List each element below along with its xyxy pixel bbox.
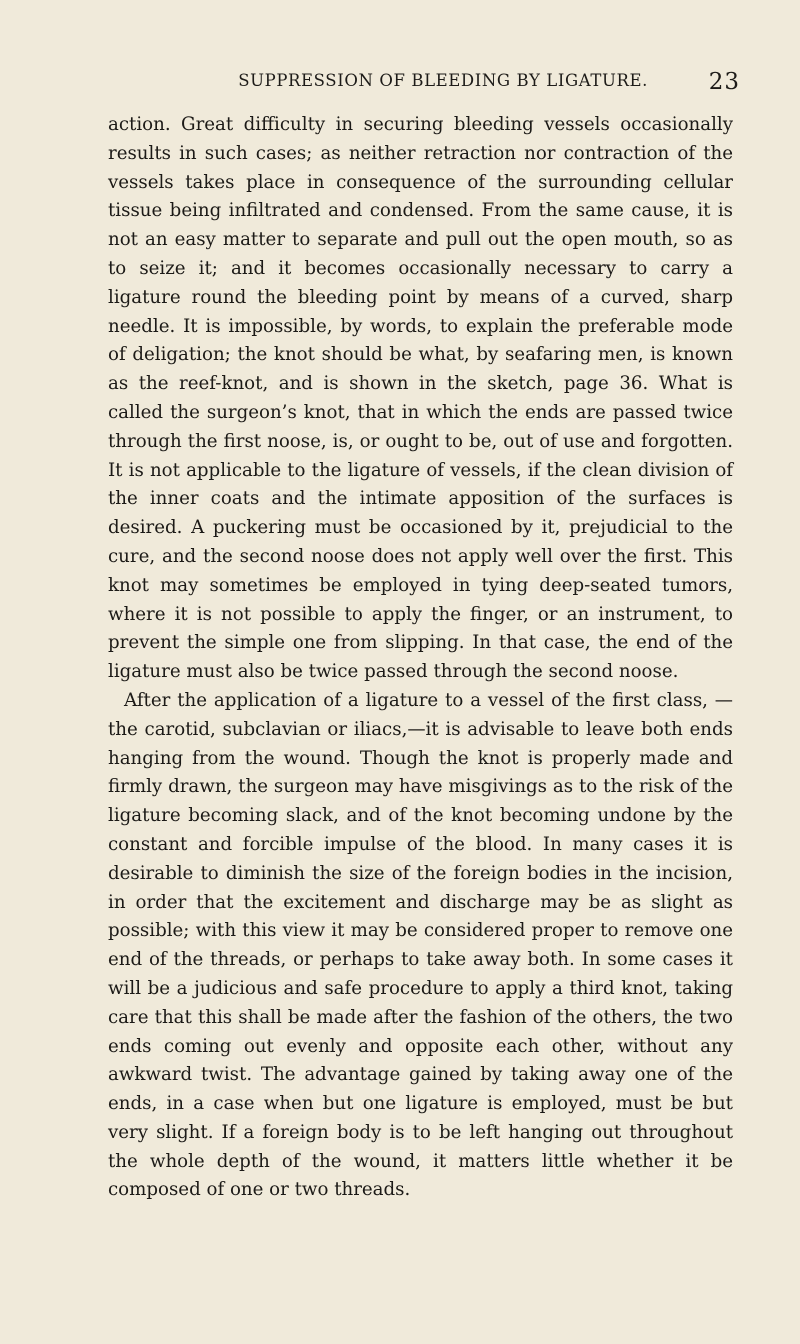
running-head [112,71,740,97]
body-text [108,111,733,1205]
page-number: 23 [708,69,740,95]
running-title: SUPPRESSION OF BLEEDING BY LIGATURE. [238,71,648,90]
paragraph: After the application of a ligature to a vessel of the first class, —the carotid, subclavian or iliacs,—it is advisable to leave both ends hanging from the wound. Though the knot is properly made and firmly drawn, the surgeon may have misgivings as to the risk of the ligature becoming slack, and of the knot becoming undone by the constant and forcible impulse of the blood. In many cases it is desirable to diminish the size of the foreign bodies in the incision, in order that the excitement and discharge may be as slight as possible; with this view it may be considered proper to remove one end of the threads, or perhaps to take away both. In some cases it will be a judicious and safe procedure to apply a third knot, taking care that this shall be made after the fashion of the others, the two ends coming out evenly and opposite each other, without any awkward twist. The advantage gained by taking away one of the ends, in a case when but one ligature is employed, must be but very slight. If a foreign body is to be left hanging out throughout the whole depth of the wound, it matters little whether it be composed of one or two threads. [108,689,733,1201]
paragraph: action. Great difficulty in securing bleeding vessels occasionally results in such cases; as neither retraction nor contraction of the vessels takes place in consequence of the surrounding cellular tissue being infiltrated and condensed. From the same cause, it is not an easy matter to separate and pull out the open mouth, so as to seize it; and it becomes occasionally necessary to carry a ligature round the bleeding point by means of a curved, sharp needle. It is impossible, by words, to explain the preferable mode of deligation; the knot should be what, by seafaring men, is known as the reef-knot, and is shown in the sketch, page 36. What is called the surgeon’s knot, that in which the ends are passed twice through the first noose, is, or ought to be, out of use and forgotten. It is not applicable to the ligature of vessels, if the clean division of the inner coats and the intimate apposition of the surfaces is desired. A puckering must be occasioned by it, prejudicial to the cure, and the second noose does not apply well over the first. This knot may sometimes be employed in tying deep-seated tumors, where it is not possible to apply the finger, or an instrument, to prevent the simple one from slipping. In that case, the end of the ligature must also be twice passed through the second noose. [108,114,733,683]
